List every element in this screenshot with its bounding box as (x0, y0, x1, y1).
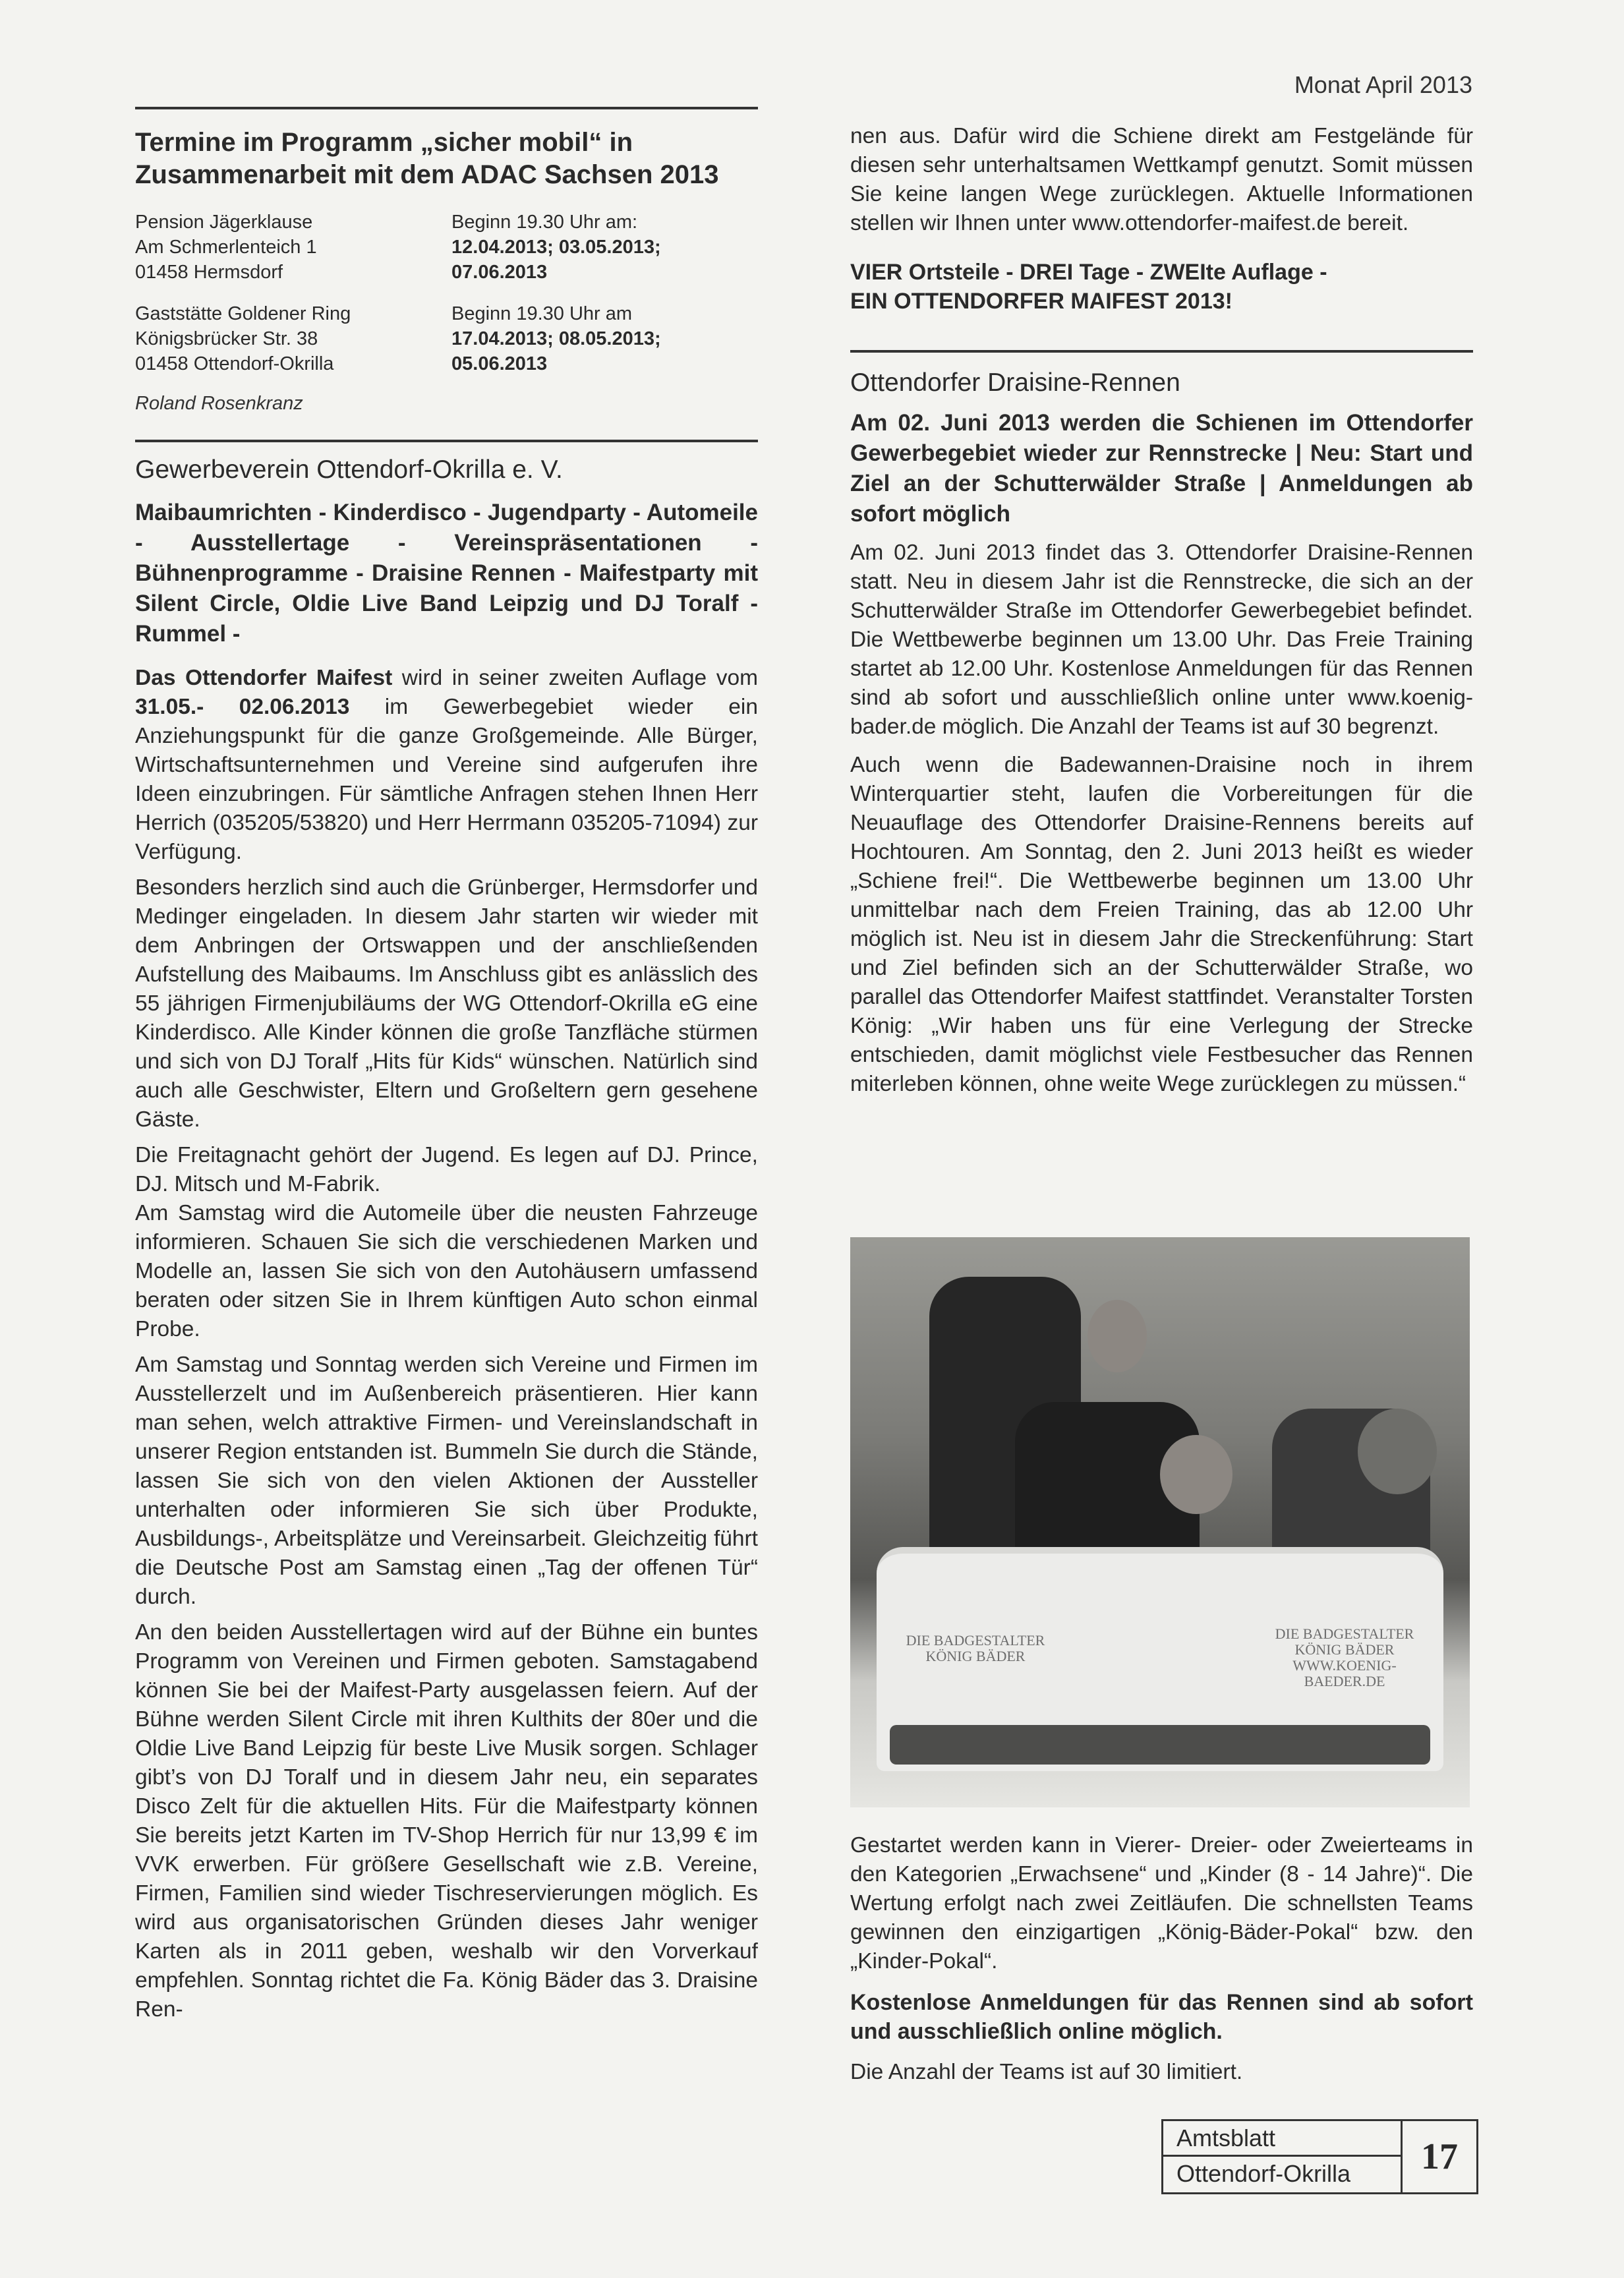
photo-sign-right: DIE BADGESTALTER KÖNIG BÄDER WWW.KOENIG-BAEDER.DE (1275, 1625, 1414, 1689)
event-venue (135, 301, 451, 376)
event-dates: 05.06.2013 (451, 353, 548, 374)
draisine-paragraph-3: Gestartet werden kann in Vierer- Dreier- oder Zweierteams in den Kategorien „Erwachsene“ und „Kinder (8 - 14 Jahre)“. Die Wertung erfolgt nach zwei Zeitläufen. Die schnellsten Teams gewinnen den einzigartigen „König-Bäder-Pokal“ bzw. den „Kinder-Pokal“. (850, 1833, 1473, 1973)
gewerbe-paragraph-3b: Am Samstag wird die Automeile über die neusten Fahrzeuge informieren. Schauen Sie sich die verschiedenen Marken und Modelle an, lassen Sie sich von den Autohäusern umfassend beraten oder sitzen Sie in Ihrem künftigen Auto schon einmal Probe. (135, 1201, 758, 1341)
draisine-race-photo (850, 1237, 1470, 1807)
photo-water (890, 1725, 1430, 1765)
slogan-line: EIN OTTENDORFER MAIFEST 2013! (850, 289, 1232, 314)
draisine-paragraph-5: Die Anzahl der Teams ist auf 30 limitiert. (850, 2060, 1243, 2084)
termine-author: Roland Rosenkranz (135, 393, 303, 414)
venue-name: Pension Jägerklause (135, 212, 313, 233)
page-number: 17 (1421, 2136, 1458, 2177)
photo-sign-left: DIE BADGESTALTER KÖNIG BÄDER (906, 1632, 1045, 1664)
termine-title: Termine im Programm „sicher mobil“ in Zusammenarbeit mit dem ADAC Sachsen 2013 (135, 128, 719, 189)
termine-event-list (135, 210, 758, 376)
draisine-paragraph-1: Am 02. Juni 2013 findet das 3. Ottendorfer Draisine-Rennen statt. Neu in diesem Jahr ist die Rennstrecke, die sich an der Schutterwälder Straße im Ottendorfer Gewerbegebiet befindet. Die Wettbewerbe beginnen um 13.00 Uhr. Das Freie Training startet ab 12.00 Uhr. Kostenlose Anmeldungen für das Rennen sind ab sofort und ausschließlich online unter www.koenig-bader.de möglich. Die Anzahl der Teams ist auf 30 begrenzt. (850, 540, 1473, 739)
text-run: im Gewerbegebiet wieder ein Anziehungspunkt für die ganze Großgemeinde. Alle Bürger, Wirtschaftsunternehmen und Vereine sind aufgerufen ihre Ideen einzubringen. Für sämtliche Anfragen stehen Ihnen Herr Herrich (035205/53820) und Herr Herrmann 035205-71094) zur Verfügung. (135, 695, 758, 864)
section-rule (135, 440, 758, 442)
event-row (135, 301, 758, 376)
slogan-line: VIER Ortsteile - DREI Tage - ZWEIte Auflage - (850, 260, 1327, 285)
gewerbe-paragraph-5: An den beiden Ausstellertagen wird auf der Bühne ein buntes Programm von Vereinen und Firmen geboten. Samstagabend können Sie bei der Maifest-Party ausgelassen feiern. Auf der Bühne werden Silent Circle mit ihren Kulthits der 80er und die Oldie Live Band Leipzig für beste Live Musik sorgen. Schlager gibt’s von DJ Toralf und in diesem Jahr neu, ein separates Disco Zelt für die aktuellen Hits. Für die Maifestparty können Sie bereits jetzt Karten im TV-Shop Herrich für nur 13,99 € im VVK erwerben. Für größere Gesellschaft wie z.B. Vereine, Firmen, Familien sind wieder Tischreservierungen möglich. Es wird aus organisatorischen Gründen dieses Jahr weniger Karten als in 2011 geben, weshalb wir den Vorverkauf empfehlen. Sonntag richtet die Fa. König Bäder das 3. Draisine Ren- (135, 1620, 758, 2022)
top-rule (135, 107, 758, 109)
event-times (451, 210, 758, 285)
venue-city: 01458 Hermsdorf (135, 262, 283, 283)
event-start-time: Beginn 19.30 Uhr am: (451, 212, 638, 233)
photo-racer-head (1088, 1300, 1147, 1372)
event-row (135, 210, 758, 285)
gewerbe-lead: Maibaumrichten - Kinderdisco - Jugendparty - Automeile - Ausstellertage - Vereinspräsentationen - Bühnenprogramme - Draisine Rennen - Maifestparty mit Silent Circle, Oldie Live Band Leipzig und DJ Toralf - Rummel - (135, 500, 758, 647)
draisine-paragraph-2: Auch wenn die Badewannen-Draisine noch in ihrem Winterquartier steht, laufen die Vorbereitungen für die Neuauflage des Ottendorfer Draisine-Rennens bereits auf Hochtouren. Am Sonntag, den 2. Juni 2013 heißt es wieder „Schiene frei!“. Die Wettbewerbe beginnen um 13.00 Uhr unmittelbar nach dem Freien Training, das ab 12.00 Uhr möglich ist. Neu ist in diesem Jahr die Streckenführung: Start und Ziel befinden sich an der Schutterwälder Straße, wo parallel das Ottendorfer Maifest stattfindet. Veranstalter Torsten König: „Wir haben uns für eine Verlegung der Strecke entschieden, damit möglichst viele Festbesucher das Rennen miterleben können, ohne weite Wege zurücklegen zu müssen.“ (850, 753, 1473, 1096)
venue-street: Königsbrücker Str. 38 (135, 328, 318, 349)
maifest-dates: 31.05.- 02.06.2013 (135, 695, 350, 719)
right-column-bottom (850, 1831, 1473, 2087)
page-header-month: Monat April 2013 (1294, 71, 1472, 98)
gewerbe-title: Gewerbeverein Ottendorf-Okrilla e. V. (135, 455, 563, 484)
footer-line: Amtsblatt (1163, 2121, 1401, 2157)
gewerbe-paragraph-4: Am Samstag und Sonntag werden sich Vereine und Firmen im Ausstellerzelt und im Außenbereich präsentieren. Hier kann man sehen, welch attraktive Firmen- und Vereinslandschaft in unserer Region entstanden ist. Bummeln Sie durch die Stände, lassen Sie sich von den vielen Aktionen der Aussteller unterhalten oder informieren Sie sich über Produkte, Ausbildungs-, Arbeitsplätze und Vereinsarbeit. Gleichzeitig führt die Deutsche Post am Samstag einen „Tag der offenen Tür“ durch. (135, 1353, 758, 1609)
maifest-name: Das Ottendorfer Maifest (135, 666, 393, 690)
event-dates: 12.04.2013; 03.05.2013; (451, 237, 661, 258)
photo-racer-head (1358, 1409, 1437, 1494)
left-column (135, 107, 758, 2024)
gewerbe-paragraph-1 (135, 664, 758, 867)
section-rule (850, 350, 1473, 353)
maifest-continuation: nen aus. Dafür wird die Schiene direkt am Festgelände für diesen sehr unterhaltsamen Wettkampf genutzt. Somit müssen Sie keine langen Wege zurücklegen. Aktuelle Informationen stellen wir Ihnen unter www.ottendorfer-maifest.de bereit. (850, 124, 1473, 235)
right-column (850, 122, 1473, 1099)
maifest-slogan (850, 258, 1473, 316)
text-run: wird in seiner zweiten Auflage vom (392, 666, 758, 690)
event-start-time: Beginn 19.30 Uhr am (451, 303, 633, 324)
gewerbe-paragraph-2: Besonders herzlich sind auch die Grünberger, Hermsdorfer und Medinger eingeladen. In diesem Jahr starten wir wieder mit dem Anbringen der Ortswappen und der anschließenden Aufstellung des Maibaums. Im Anschluss gibt es anlässlich des 55 jährigen Firmenjubiläums der WG Ottendorf-Okrilla eG eine Kinderdisco. Alle Kinder können die große Tanzfläche stürmen und sich von DJ Toralf „Hits für Kids“ wünschen. Natürlich sind auch alle Geschwister, Eltern und Großeltern gern gesehene Gäste. (135, 875, 758, 1132)
draisine-lead: Am 02. Juni 2013 werden die Schienen im Ottendorfer Gewerbegebiet wieder zur Rennstrecke | Neu: Start und Ziel an der Schutterwälder Straße | Anmeldungen ab sofort möglich (850, 410, 1473, 527)
venue-name: Gaststätte Goldener Ring (135, 303, 351, 324)
venue-street: Am Schmerlenteich 1 (135, 237, 317, 258)
draisine-paragraph-4: Kostenlose Anmeldungen für das Rennen sind ab sofort und ausschließlich online möglich. (850, 1990, 1473, 2044)
event-dates: 07.06.2013 (451, 262, 548, 283)
gewerbe-paragraph-3a: Die Freitagnacht gehört der Jugend. Es legen auf DJ. Prince, DJ. Mitsch und M-Fabrik. (135, 1143, 758, 1196)
event-venue (135, 210, 451, 285)
footer-publication-box (1161, 2119, 1478, 2194)
venue-city: 01458 Ottendorf-Okrilla (135, 353, 334, 374)
event-times (451, 301, 758, 376)
footer-line: Ottendorf-Okrilla (1176, 2160, 1351, 2187)
draisine-title: Ottendorfer Draisine-Rennen (850, 368, 1180, 397)
event-dates: 17.04.2013; 08.05.2013; (451, 328, 661, 349)
photo-racer-head (1160, 1435, 1232, 1514)
footer-publication-name (1163, 2121, 1403, 2192)
